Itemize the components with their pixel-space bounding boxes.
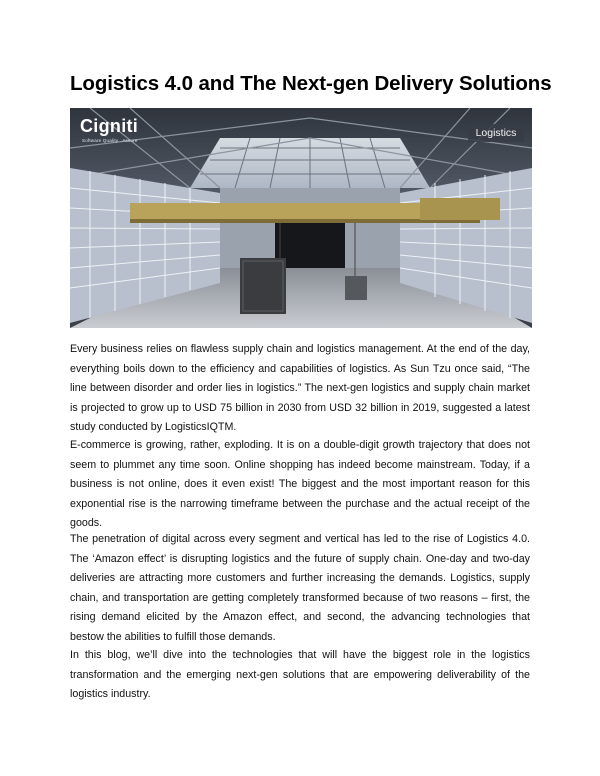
brand-tagline: Software Quality . Assure	[82, 138, 138, 143]
warehouse-illustration	[70, 108, 532, 328]
paragraph-logistics-4: The penetration of digital across every segment and vertical has led to the rise of Logistics 4.0. The ‘Amazon effect’ is disrupting logistics and the future of supply chain. One-day and two-day deliveries are attracting more customers and further increasing the demands. Logistics, supply chain, and transportation are getting completely transformed because of two reasons – first, the rising demand elicited by the Amazon effect, and second, the advancing technologies that bestow the abilities to fulfill those demands.	[70, 533, 530, 643]
paragraph-intro: Every business relies on flawless supply chain and logistics management. At the end of the day, everything boils down to the efficiency and capabilities of logistics. As Sun Tzu once said, “The line between disorder and order lies in logistics.” The next-gen logistics and supply chain market is projected to grow up to USD 75 billion in 2030 from USD 32 billion in 2019, suggested a latest study conducted by LogisticsIQTM.	[70, 343, 530, 433]
category-badge: Logistics	[468, 124, 524, 142]
paragraph-ecommerce: E-commerce is growing, rather, exploding. It is on a double-digit growth trajectory that does not seem to plummet any time soon. Online shopping has indeed become mainstream. Today, if a business is not online, does it even exist! The biggest and the most important reason for this exponential rise is the narrowing timeframe between the purchase and the actual receipt of the goods.	[70, 439, 530, 529]
hero-image	[70, 108, 532, 328]
brand-logo: Cigniti	[80, 116, 139, 136]
article-title: Logistics 4.0 and The Next-gen Delivery Solutions	[70, 72, 552, 95]
paragraph-blog-scope: In this blog, we’ll dive into the technologies that will have the biggest role in the logistics transformation and the emerging next-gen solutions that are empowering deliverability of the logistics industry.	[70, 649, 530, 700]
